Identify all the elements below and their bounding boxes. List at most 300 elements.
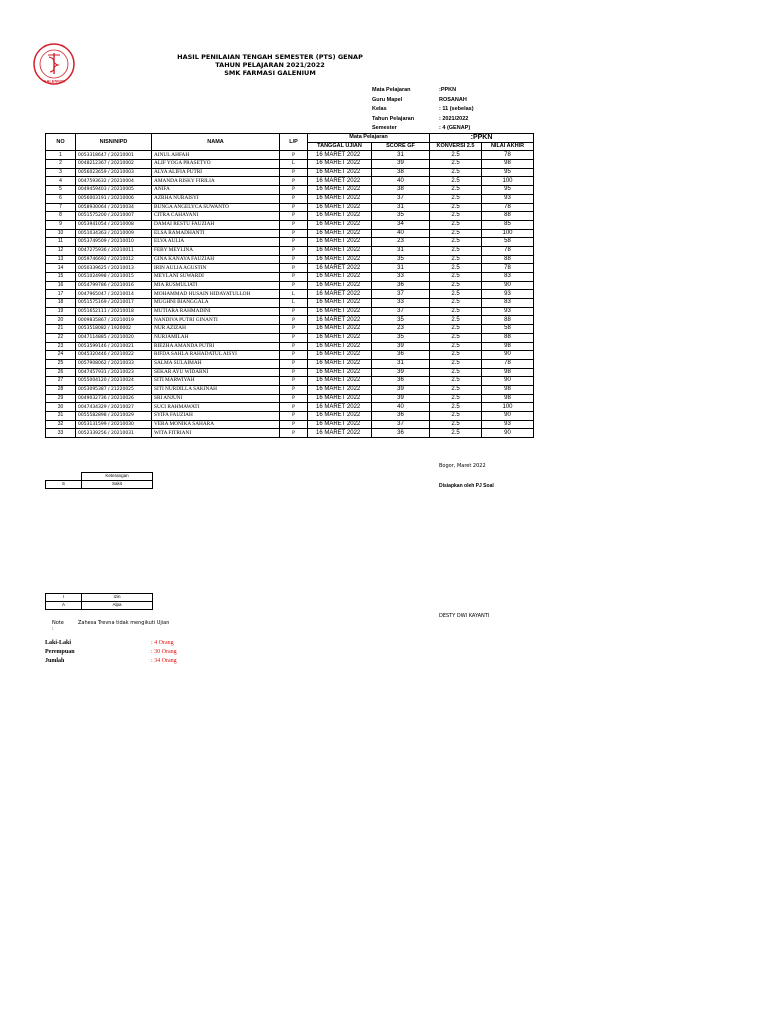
row-name: MOHAMMAD HUSAIN HIDAYATULLOH (152, 290, 280, 299)
legend-title: Keterangan (82, 473, 153, 481)
table-row (46, 229, 534, 238)
row-final-grade: 100 (482, 177, 534, 186)
row-exam-date: 16 MARET 2022 (308, 255, 372, 264)
row-exam-date: 16 MARET 2022 (308, 203, 372, 212)
row-gender: P (280, 151, 308, 160)
row-number: 17 (46, 290, 76, 299)
row-conversion: 2.5 (430, 333, 482, 342)
row-nisn: 0048212367 / 20210002 (76, 160, 152, 169)
table-row (46, 420, 534, 429)
table-row (46, 333, 534, 342)
row-number: 10 (46, 229, 76, 238)
table-row (46, 220, 534, 229)
row-nisn: 0047434329 / 20210027 (76, 403, 152, 412)
row-score: 39 (372, 342, 430, 351)
row-conversion: 2.5 (430, 281, 482, 290)
row-final-grade: 90 (482, 377, 534, 386)
row-number: 15 (46, 273, 76, 282)
meta-value: ROSANAH (439, 96, 467, 103)
row-exam-date: 16 MARET 2022 (308, 429, 372, 438)
row-gender: P (280, 429, 308, 438)
meta-value: :PPKN (439, 87, 457, 93)
row-conversion: 2.5 (430, 299, 482, 308)
legend-label: Sakit (82, 480, 153, 488)
legend-row (46, 594, 153, 602)
row-name: NANDIVA PUTRI GINANTI (152, 316, 280, 325)
row-exam-date: 16 MARET 2022 (308, 351, 372, 360)
meta-label: Kelas (372, 106, 387, 112)
row-nisn: 0057908062 / 20210033 (76, 359, 152, 368)
row-gender: P (280, 316, 308, 325)
row-gender: P (280, 342, 308, 351)
row-nisn: 0045320446 / 20210022 (76, 351, 152, 360)
table-row (46, 246, 534, 255)
row-exam-date: 16 MARET 2022 (308, 359, 372, 368)
row-number: 8 (46, 212, 76, 221)
row-gender: P (280, 194, 308, 203)
table-row (46, 168, 534, 177)
table-row (46, 342, 534, 351)
row-conversion: 2.5 (430, 351, 482, 360)
row-conversion: 2.5 (430, 186, 482, 195)
row-gender: P (280, 385, 308, 394)
table-row (46, 316, 534, 325)
row-gender: P (280, 403, 308, 412)
row-exam-date: 16 MARET 2022 (308, 377, 372, 386)
row-exam-date: 16 MARET 2022 (308, 307, 372, 316)
row-final-grade: 88 (482, 316, 534, 325)
row-nisn: 0051024998 / 20210015 (76, 273, 152, 282)
row-final-grade: 100 (482, 229, 534, 238)
row-exam-date: 16 MARET 2022 (308, 194, 372, 203)
row-nisn: 0054799786 / 20210016 (76, 281, 152, 290)
row-conversion: 2.5 (430, 168, 482, 177)
row-final-grade: 85 (482, 220, 534, 229)
row-score: 39 (372, 368, 430, 377)
table-row (46, 273, 534, 282)
row-exam-date: 16 MARET 2022 (308, 299, 372, 308)
row-name: SITI MARWIYAH (152, 377, 280, 386)
row-conversion: 2.5 (430, 368, 482, 377)
report-year: TAHUN PELAJARAN 2021/2022 (215, 61, 325, 69)
note-label: Note : (52, 620, 64, 632)
row-name: SITI NURDILLA SAKINAH (152, 385, 280, 394)
row-number: 23 (46, 342, 76, 351)
row-exam-date: 16 MARET 2022 (308, 385, 372, 394)
row-nisn: 0047965047 / 20210014 (76, 290, 152, 299)
prepared-by: Disiapkan oleh PJ Soal (439, 483, 494, 489)
row-exam-date: 16 MARET 2022 (308, 316, 372, 325)
row-conversion: 2.5 (430, 377, 482, 386)
row-gender: L (280, 290, 308, 299)
col-header-tanggal: TANGGAL UJIAN (308, 142, 372, 151)
row-conversion: 2.5 (430, 264, 482, 273)
row-name: AINUL AHFAH (152, 151, 280, 160)
row-gender: P (280, 229, 308, 238)
row-name: ALYA ALIFIA PUTRI (152, 168, 280, 177)
row-name: CITRA CAHAYANI (152, 212, 280, 221)
row-gender: P (280, 394, 308, 403)
grades-table (45, 133, 534, 438)
meta-label: Tahun Pelajaran (372, 115, 415, 122)
row-final-grade: 98 (482, 160, 534, 169)
row-number: 4 (46, 177, 76, 186)
row-conversion: 2.5 (430, 385, 482, 394)
summary-label: Laki-Laki (45, 640, 72, 646)
row-gender: L (280, 160, 308, 169)
table-row (46, 307, 534, 316)
row-score: 36 (372, 281, 430, 290)
row-score: 40 (372, 177, 430, 186)
row-conversion: 2.5 (430, 194, 482, 203)
row-score: 31 (372, 264, 430, 273)
row-score: 35 (372, 333, 430, 342)
table-row (46, 299, 534, 308)
row-gender: P (280, 203, 308, 212)
row-gender: P (280, 273, 308, 282)
row-number: 33 (46, 429, 76, 438)
row-final-grade: 88 (482, 212, 534, 221)
row-score: 23 (372, 238, 430, 247)
row-exam-date: 16 MARET 2022 (308, 177, 372, 186)
row-score: 34 (372, 220, 430, 229)
row-name: SRI ANJUNI (152, 394, 280, 403)
row-conversion: 2.5 (430, 151, 482, 160)
row-name: NURJAMILAH (152, 333, 280, 342)
legend-label: Alpa (82, 601, 153, 609)
row-number: 16 (46, 281, 76, 290)
row-score: 36 (372, 377, 430, 386)
row-number: 7 (46, 203, 76, 212)
row-conversion: 2.5 (430, 307, 482, 316)
col-header-subject: :PPKN (430, 134, 534, 143)
row-exam-date: 16 MARET 2022 (308, 290, 372, 299)
row-nisn: 0053095387 / 21220025 (76, 385, 152, 394)
school-logo (32, 42, 76, 86)
row-conversion: 2.5 (430, 203, 482, 212)
row-exam-date: 16 MARET 2022 (308, 333, 372, 342)
legend-table-2 (45, 593, 153, 610)
row-gender: P (280, 359, 308, 368)
table-row (46, 264, 534, 273)
row-exam-date: 16 MARET 2022 (308, 394, 372, 403)
school-name: SMK FARMASI GALENIUM (224, 69, 316, 77)
legend-code: S (46, 480, 82, 488)
row-name: SUCI RAHMAWATI (152, 403, 280, 412)
row-gender: P (280, 307, 308, 316)
table-row (46, 290, 534, 299)
row-nisn: 0047593632 / 20210004 (76, 177, 152, 186)
row-conversion: 2.5 (430, 255, 482, 264)
row-final-grade: 78 (482, 264, 534, 273)
row-nisn: 0059746692 / 20210012 (76, 255, 152, 264)
row-final-grade: 78 (482, 359, 534, 368)
row-nisn: 0047275936 / 20210011 (76, 246, 152, 255)
row-exam-date: 16 MARET 2022 (308, 281, 372, 290)
row-number: 19 (46, 307, 76, 316)
row-score: 40 (372, 229, 430, 238)
note-text: Zahesa Trevna tidak mengikuti Ujian (78, 620, 170, 626)
row-score: 40 (372, 403, 430, 412)
row-name: ELVA AULIA (152, 238, 280, 247)
row-name: VERA MONIKA SAHARA (152, 420, 280, 429)
row-score: 39 (372, 394, 430, 403)
row-exam-date: 16 MARET 2022 (308, 151, 372, 160)
row-number: 26 (46, 368, 76, 377)
row-number: 5 (46, 186, 76, 195)
row-score: 31 (372, 246, 430, 255)
row-final-grade: 98 (482, 394, 534, 403)
row-number: 32 (46, 420, 76, 429)
row-nisn: 0047114885 / 20210020 (76, 333, 152, 342)
row-gender: P (280, 264, 308, 273)
row-conversion: 2.5 (430, 403, 482, 412)
row-number: 20 (46, 316, 76, 325)
row-conversion: 2.5 (430, 290, 482, 299)
row-name: IRIN AULIA AGUSTIN (152, 264, 280, 273)
row-name: AZRHA NURAISYI (152, 194, 280, 203)
row-nisn: 0051034363 / 20210009 (76, 229, 152, 238)
row-name: SALMA SULAIMAH (152, 359, 280, 368)
col-header-nisn: NISN/NIPD (76, 134, 152, 151)
row-exam-date: 16 MARET 2022 (308, 212, 372, 221)
row-number: 18 (46, 299, 76, 308)
row-name: ANIFA (152, 186, 280, 195)
table-row (46, 385, 534, 394)
row-final-grade: 95 (482, 168, 534, 177)
row-exam-date: 16 MARET 2022 (308, 264, 372, 273)
row-gender: P (280, 281, 308, 290)
row-name: AMANDA RISKY FIRILIA (152, 177, 280, 186)
row-gender: P (280, 220, 308, 229)
row-number: 22 (46, 333, 76, 342)
row-gender: P (280, 168, 308, 177)
row-final-grade: 90 (482, 281, 534, 290)
row-exam-date: 16 MARET 2022 (308, 238, 372, 247)
grades-table-body (46, 151, 534, 438)
row-nisn: 0053599146 / 20210021 (76, 342, 152, 351)
row-score: 31 (372, 151, 430, 160)
table-row (46, 203, 534, 212)
row-gender: P (280, 368, 308, 377)
row-number: 21 (46, 325, 76, 334)
summary-value: : 30 Orang (151, 649, 177, 655)
row-final-grade: 88 (482, 333, 534, 342)
col-header-no: NO (46, 134, 76, 151)
col-header-lp: L/P (280, 134, 308, 151)
row-conversion: 2.5 (430, 229, 482, 238)
table-row (46, 368, 534, 377)
row-exam-date: 16 MARET 2022 (308, 342, 372, 351)
row-name: RIEZHA AMANDA PUTRI (152, 342, 280, 351)
col-header-mapel: Mata Pelajaran (308, 134, 430, 143)
table-row (46, 359, 534, 368)
row-nisn: 0051575200 / 20210007 (76, 212, 152, 221)
row-conversion: 2.5 (430, 429, 482, 438)
row-conversion: 2.5 (430, 212, 482, 221)
row-score: 23 (372, 325, 430, 334)
row-final-grade: 93 (482, 290, 534, 299)
table-row (46, 429, 534, 438)
row-number: 3 (46, 168, 76, 177)
row-name: BUNGA ANGELYCA SUWANTO (152, 203, 280, 212)
row-final-grade: 78 (482, 246, 534, 255)
row-nisn: 0053318647 / 20210001 (76, 151, 152, 160)
row-final-grade: 83 (482, 273, 534, 282)
row-exam-date: 16 MARET 2022 (308, 160, 372, 169)
row-conversion: 2.5 (430, 220, 482, 229)
summary-value: : 4 Orang (151, 640, 174, 646)
table-row (46, 194, 534, 203)
row-conversion: 2.5 (430, 273, 482, 282)
place-date: Bogor, Maret 2022 (439, 463, 486, 469)
table-row (46, 238, 534, 247)
meta-value: : 11 (sebelas) (439, 106, 474, 112)
row-number: 27 (46, 377, 76, 386)
summary-label: Jumlah (45, 658, 65, 664)
row-name: SEKAR AYU WIDARNI (152, 368, 280, 377)
row-name: MUTIARA RAHMADINI (152, 307, 280, 316)
row-gender: P (280, 177, 308, 186)
row-score: 38 (372, 186, 430, 195)
table-row (46, 160, 534, 169)
row-nisn: 0056023659 / 20210003 (76, 168, 152, 177)
row-conversion: 2.5 (430, 177, 482, 186)
row-exam-date: 16 MARET 2022 (308, 186, 372, 195)
row-final-grade: 78 (482, 203, 534, 212)
row-score: 31 (372, 359, 430, 368)
row-nisn: 0051575169 / 20210017 (76, 299, 152, 308)
row-nisn: 0058930064 / 20210034 (76, 203, 152, 212)
meta-value: : 4 (GENAP) (439, 125, 471, 131)
row-name: ALIF YOGA PRASETYO (152, 160, 280, 169)
row-number: 13 (46, 255, 76, 264)
row-gender: P (280, 420, 308, 429)
legend-row (46, 480, 153, 488)
row-final-grade: 88 (482, 255, 534, 264)
logo-text: GALENIUM (43, 78, 65, 84)
row-name: ELSA RAMADHANTI (152, 229, 280, 238)
meta-label: Semester (372, 125, 397, 131)
table-row (46, 212, 534, 221)
signer-name: DESTY DWI KAYANTI (439, 613, 490, 619)
row-score: 35 (372, 212, 430, 221)
row-number: 11 (46, 238, 76, 247)
col-header-nilai: NILAI AKHIR (482, 142, 534, 151)
row-exam-date: 16 MARET 2022 (308, 229, 372, 238)
row-conversion: 2.5 (430, 420, 482, 429)
row-score: 35 (372, 255, 430, 264)
row-number: 1 (46, 151, 76, 160)
row-gender: P (280, 246, 308, 255)
row-nisn: 0055582898 / 20210029 (76, 412, 152, 421)
row-number: 31 (46, 412, 76, 421)
row-number: 14 (46, 264, 76, 273)
row-nisn: 0051652111 / 20210018 (76, 307, 152, 316)
col-header-nama: NAMA (152, 134, 280, 151)
row-name: SYIFA FAUZIAH (152, 412, 280, 421)
row-exam-date: 16 MARET 2022 (308, 273, 372, 282)
row-number: 28 (46, 385, 76, 394)
row-nisn: 0053518082 / 1920002 (76, 325, 152, 334)
row-number: 12 (46, 246, 76, 255)
row-name: WITA FITRIANI (152, 429, 280, 438)
row-nisn: 0049459403 / 20210005 (76, 186, 152, 195)
row-name: FEBY MEYLINA (152, 246, 280, 255)
row-final-grade: 58 (482, 238, 534, 247)
row-final-grade: 90 (482, 351, 534, 360)
row-final-grade: 93 (482, 420, 534, 429)
row-nisn: 0049032736 / 20210026 (76, 394, 152, 403)
row-final-grade: 93 (482, 307, 534, 316)
row-gender: P (280, 186, 308, 195)
row-name: DAMAI RESTU FAUZIAH (152, 220, 280, 229)
meta-label: Mata Pelajaran (372, 87, 411, 93)
table-row (46, 255, 534, 264)
row-nisn: 0055004120 / 20210024 (76, 377, 152, 386)
row-score: 37 (372, 307, 430, 316)
row-final-grade: 90 (482, 412, 534, 421)
summary-value: : 34 Orang (151, 658, 177, 664)
row-score: 36 (372, 351, 430, 360)
row-conversion: 2.5 (430, 316, 482, 325)
legend-label: Izin (82, 594, 153, 602)
row-score: 39 (372, 160, 430, 169)
row-exam-date: 16 MARET 2022 (308, 220, 372, 229)
row-score: 35 (372, 316, 430, 325)
report-title: HASIL PENILAIAN TENGAH SEMESTER (PTS) GENAP (177, 53, 363, 61)
row-nisn: 0053131599 / 20210030 (76, 420, 152, 429)
meta-label: Guru Mapel (372, 96, 403, 103)
row-final-grade: 100 (482, 403, 534, 412)
row-nisn: 0052339256 / 20210031 (76, 429, 152, 438)
legend-table (45, 472, 153, 489)
row-number: 2 (46, 160, 76, 169)
row-number: 25 (46, 359, 76, 368)
row-score: 33 (372, 299, 430, 308)
row-conversion: 2.5 (430, 394, 482, 403)
row-exam-date: 16 MARET 2022 (308, 246, 372, 255)
row-exam-date: 16 MARET 2022 (308, 412, 372, 421)
legend-code: I (46, 594, 82, 602)
row-nisn: 0050339625 / 20210013 (76, 264, 152, 273)
table-row (46, 377, 534, 386)
row-gender: P (280, 325, 308, 334)
row-exam-date: 16 MARET 2022 (308, 325, 372, 334)
summary-label: Perempuan (45, 649, 75, 655)
row-number: 6 (46, 194, 76, 203)
row-gender: P (280, 333, 308, 342)
row-exam-date: 16 MARET 2022 (308, 168, 372, 177)
row-score: 36 (372, 429, 430, 438)
row-final-grade: 98 (482, 385, 534, 394)
table-row (46, 151, 534, 160)
row-conversion: 2.5 (430, 342, 482, 351)
legend-code: A (46, 601, 82, 609)
meta-value: : 2021/2022 (439, 115, 469, 122)
row-conversion: 2.5 (430, 238, 482, 247)
row-conversion: 2.5 (430, 412, 482, 421)
row-final-grade: 98 (482, 342, 534, 351)
row-conversion: 2.5 (430, 325, 482, 334)
row-final-grade: 90 (482, 429, 534, 438)
row-final-grade: 98 (482, 368, 534, 377)
row-name: NUR AZIZAH (152, 325, 280, 334)
row-score: 31 (372, 203, 430, 212)
table-row (46, 351, 534, 360)
row-nisn: 0053749509 / 20210010 (76, 238, 152, 247)
row-gender: P (280, 377, 308, 386)
